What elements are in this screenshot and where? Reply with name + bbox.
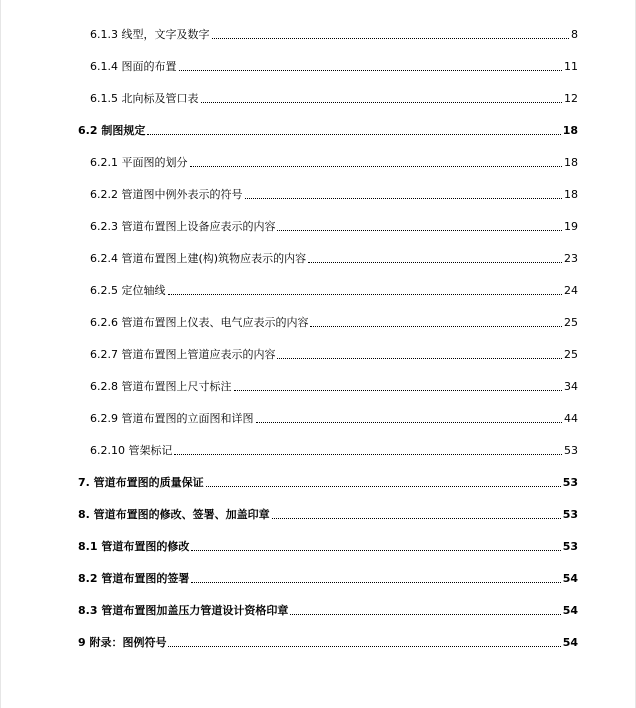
toc-leader-dots xyxy=(206,486,561,487)
toc-leader-dots xyxy=(191,550,560,551)
toc-page-number: 11 xyxy=(564,60,578,73)
toc-page-number: 12 xyxy=(564,92,578,105)
toc-entry-label: 6.2.3 管道布置图上设备应表示的内容 xyxy=(90,220,276,233)
toc-entry-6-2-8[interactable] xyxy=(90,376,578,394)
toc-page-number: 54 xyxy=(562,636,578,649)
toc-entry-label: 6.2.8 管道布置图上尺寸标注 xyxy=(90,380,232,393)
toc-leader-dots xyxy=(256,422,563,423)
toc-leader-dots xyxy=(191,582,560,583)
toc-entry-label: 6.2 制图规定 xyxy=(78,124,146,137)
toc-leader-dots xyxy=(190,166,563,167)
toc-entry-7[interactable] xyxy=(78,472,578,490)
toc-page-number: 53 xyxy=(562,508,578,521)
toc-page-number: 8 xyxy=(571,28,578,41)
toc-leader-dots xyxy=(245,198,563,199)
toc-entry-label: 6.1.5 北向标及管口表 xyxy=(90,92,199,105)
toc-entry-6-2-6[interactable] xyxy=(90,312,578,330)
toc-entry-6-1-4[interactable] xyxy=(90,56,578,74)
toc-page-number: 24 xyxy=(564,284,578,297)
toc-entry-6-2-4[interactable] xyxy=(90,248,578,266)
toc-page-number: 25 xyxy=(564,348,578,361)
toc-entry-label: 8. 管道布置图的修改、签署、加盖印章 xyxy=(78,508,270,521)
toc-entry-label: 6.2.10 管架标记 xyxy=(90,444,173,457)
toc-page-number: 34 xyxy=(564,380,578,393)
toc-entry-8-3[interactable] xyxy=(78,600,578,618)
toc-entry-9[interactable] xyxy=(78,632,578,650)
toc-entry-label: 8.1 管道布置图的修改 xyxy=(78,540,190,553)
toc-page-number: 54 xyxy=(562,572,578,585)
toc-leader-dots xyxy=(277,358,562,359)
toc-leader-dots xyxy=(168,294,563,295)
toc-leader-dots xyxy=(308,262,562,263)
toc-entry-6-2-5[interactable] xyxy=(90,280,578,298)
toc-entry-label: 6.2.1 平面图的划分 xyxy=(90,156,188,169)
toc-leader-dots xyxy=(277,230,562,231)
toc-page-number: 53 xyxy=(564,444,578,457)
toc-page-number: 53 xyxy=(562,540,578,553)
toc-entry-label: 6.2.2 管道图中例外表示的符号 xyxy=(90,188,243,201)
toc-leader-dots xyxy=(174,454,562,455)
toc-entry-label: 6.1.3 线型，文字及数字 xyxy=(90,28,210,41)
toc-entry-8-2[interactable] xyxy=(78,568,578,586)
toc-leader-dots xyxy=(290,614,560,615)
toc-entry-label: 6.1.4 图面的布置 xyxy=(90,60,177,73)
toc-page-number: 18 xyxy=(562,124,578,137)
toc-page-number: 54 xyxy=(562,604,578,617)
toc-page-number: 19 xyxy=(564,220,578,233)
toc-entry-label: 6.2.5 定位轴线 xyxy=(90,284,166,297)
toc-entry-label: 6.2.6 管道布置图上仪表、电气应表示的内容 xyxy=(90,316,309,329)
toc-entry-label: 8.3 管道布置图加盖压力管道设计资格印章 xyxy=(78,604,289,617)
toc-entry-6-2[interactable] xyxy=(78,120,578,138)
toc-entry-6-1-3[interactable] xyxy=(90,24,578,42)
toc-entry-8[interactable] xyxy=(78,504,578,522)
toc-entry-8-1[interactable] xyxy=(78,536,578,554)
toc-entry-6-2-1[interactable] xyxy=(90,152,578,170)
toc-entry-label: 8.2 管道布置图的签署 xyxy=(78,572,190,585)
toc-entry-6-2-3[interactable] xyxy=(90,216,578,234)
toc-page-number: 44 xyxy=(564,412,578,425)
toc-leader-dots xyxy=(147,134,560,135)
toc-entry-6-1-5[interactable] xyxy=(90,88,578,106)
toc-page-number: 25 xyxy=(564,316,578,329)
toc-entry-label: 7. 管道布置图的质量保证 xyxy=(78,476,204,489)
page-left-edge xyxy=(0,0,1,708)
toc-leader-dots xyxy=(179,70,563,71)
toc-leader-dots xyxy=(201,102,563,103)
toc-entry-6-2-2[interactable] xyxy=(90,184,578,202)
toc-leader-dots xyxy=(272,518,561,519)
toc-entry-label: 9 附录：图例符号 xyxy=(78,636,167,649)
toc-entry-label: 6.2.9 管道布置图的立面图和详图 xyxy=(90,412,254,425)
toc-entry-6-2-9[interactable] xyxy=(90,408,578,426)
toc-page-number: 53 xyxy=(562,476,578,489)
toc-page-number: 18 xyxy=(564,188,578,201)
toc-leader-dots xyxy=(168,646,560,647)
toc-leader-dots xyxy=(212,38,570,39)
toc-entry-6-2-7[interactable] xyxy=(90,344,578,362)
toc-entry-6-2-10[interactable] xyxy=(90,440,578,458)
toc-entry-label: 6.2.4 管道布置图上建(构)筑物应表示的内容 xyxy=(90,252,307,265)
toc-page-number: 23 xyxy=(564,252,578,265)
toc-leader-dots xyxy=(310,326,562,327)
toc-page-number: 18 xyxy=(564,156,578,169)
toc-entry-label: 6.2.7 管道布置图上管道应表示的内容 xyxy=(90,348,276,361)
toc-leader-dots xyxy=(234,390,563,391)
